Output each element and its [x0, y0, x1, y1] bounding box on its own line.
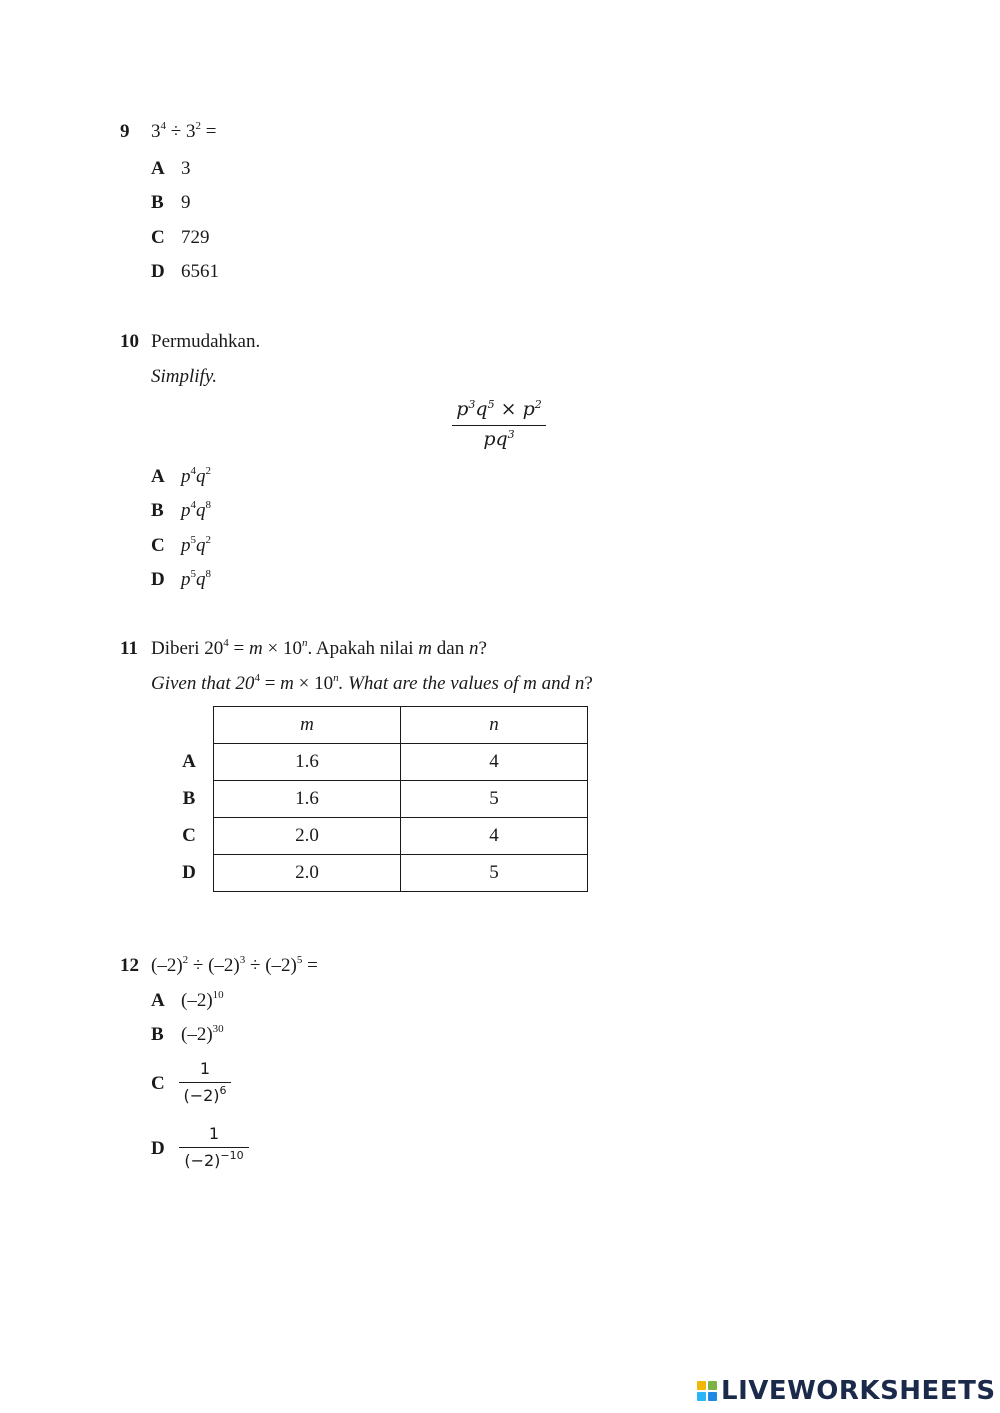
question-11-prompt-ms: [151, 638, 487, 660]
text: Diberi 20: [151, 638, 224, 659]
var-pq: pq: [483, 428, 508, 450]
expr-base: (–2): [265, 955, 297, 976]
expr-base: 3: [185, 121, 196, 142]
cell-m: 1.6: [214, 781, 401, 818]
exponent: 5: [190, 534, 196, 546]
question-11-prompt-en: [151, 673, 593, 695]
expr-equals: =: [200, 121, 217, 142]
expr-exponent: 2: [195, 120, 201, 132]
cell-n: 4: [401, 744, 588, 781]
option-letter: A: [151, 158, 165, 179]
option-letter: D: [151, 569, 165, 590]
var-n: n: [333, 672, 339, 684]
cell-m: 2.0: [214, 855, 401, 892]
fraction-bar: [452, 425, 546, 426]
q10-option-c[interactable]: [151, 535, 211, 557]
var-m: m: [249, 638, 263, 659]
option-letter: B: [151, 500, 164, 521]
expr-operator: ÷: [166, 121, 186, 142]
cell-m: 1.6: [214, 744, 401, 781]
cell-n: 4: [401, 818, 588, 855]
exponent: 2: [182, 954, 189, 966]
option-text: 3: [181, 158, 191, 179]
question-9-expression: [151, 121, 216, 143]
var-n: n: [468, 638, 479, 659]
exponent: 3: [468, 398, 476, 411]
fraction-denominator: [179, 1150, 249, 1174]
q10-option-b[interactable]: [151, 500, 211, 522]
q12-option-d-fraction[interactable]: [179, 1123, 249, 1174]
text: × 10: [262, 638, 302, 659]
question-11-number: 11: [120, 638, 138, 659]
var-p: p: [181, 569, 191, 590]
var-q: q: [475, 398, 488, 420]
logo-square: [708, 1381, 717, 1390]
option-letter: C: [151, 535, 165, 556]
logo-text: LIVEWORKSHEETS: [721, 1376, 996, 1406]
question-10-prompt-ms: Permudahkan.: [151, 331, 261, 352]
exponent: 4: [254, 672, 260, 684]
logo-grid-icon: [697, 1381, 717, 1401]
q9-option-d[interactable]: [151, 261, 219, 283]
expr-equals: =: [302, 955, 318, 976]
exponent: 5: [296, 954, 303, 966]
var-q: q: [196, 535, 206, 556]
q10-option-d[interactable]: [151, 569, 211, 591]
question-10-prompt-en: [151, 366, 217, 388]
question-10-fraction: [452, 398, 546, 453]
text: and: [536, 673, 575, 694]
fraction-bar: [179, 1082, 231, 1083]
text: =: [259, 673, 281, 694]
option-text: 729: [181, 227, 210, 248]
question-11-answer-table: [166, 706, 588, 892]
exponent: 8: [205, 568, 211, 580]
option-letter: D: [151, 261, 165, 282]
fraction-denominator: [179, 1085, 231, 1109]
cell-n: 5: [401, 781, 588, 818]
text: dan: [432, 638, 469, 659]
text: ?: [478, 638, 487, 659]
exponent: 5: [190, 568, 196, 580]
question-10-number: 10: [120, 331, 139, 352]
row-letter: B: [182, 788, 196, 809]
expr-base: (–2): [151, 955, 183, 976]
table-row[interactable]: [166, 781, 588, 818]
question-12-expression: [151, 955, 318, 977]
text: Given that 20: [151, 673, 255, 694]
expr-operator: ÷: [188, 955, 209, 976]
exponent: 4: [190, 499, 196, 511]
exponent: 8: [205, 499, 211, 511]
exponent: 2: [205, 465, 211, 477]
q12-option-b[interactable]: [151, 1024, 224, 1046]
q9-option-a[interactable]: [151, 158, 191, 180]
exponent: −10: [220, 1149, 244, 1162]
option-letter: A: [151, 466, 165, 487]
option-letter: B: [151, 1024, 164, 1045]
logo-square: [697, 1392, 706, 1401]
var-m: m: [523, 673, 537, 694]
expr-base: 3: [151, 121, 161, 142]
var-q: q: [196, 500, 206, 521]
table-corner: [166, 707, 214, 744]
fraction-denominator: [452, 428, 546, 453]
den-base: (−2): [183, 1086, 220, 1105]
question-12-number: 12: [120, 955, 139, 976]
header-text: m: [300, 714, 314, 735]
option-base: (–2): [181, 990, 213, 1011]
expr-exponent: 4: [160, 120, 166, 132]
var-p: p: [522, 398, 535, 420]
fraction-numerator: [452, 398, 546, 423]
column-header-m: [214, 707, 401, 744]
var-q: q: [196, 466, 206, 487]
var-m: m: [280, 673, 294, 694]
logo-square: [697, 1381, 706, 1390]
text: . What are the values of: [338, 673, 524, 694]
exponent: 10: [212, 989, 224, 1001]
exponent: 3: [507, 428, 515, 441]
row-letter: D: [182, 862, 196, 883]
expr-operator: ÷: [245, 955, 266, 976]
var-p: p: [456, 398, 469, 420]
fraction-numerator: 1: [208, 1124, 220, 1143]
text: =: [228, 638, 250, 659]
q10-option-a[interactable]: [151, 466, 211, 488]
q12-option-c-fraction[interactable]: [179, 1058, 231, 1109]
var-p: p: [181, 500, 191, 521]
table-header-row: [166, 707, 588, 744]
row-letter: A: [182, 751, 196, 772]
option-text: 6561: [181, 261, 219, 282]
var-m: m: [418, 638, 433, 659]
text: ?: [584, 673, 593, 694]
exponent: 2: [534, 398, 542, 411]
den-base: (−2): [184, 1151, 221, 1170]
fraction-bar: [179, 1147, 249, 1148]
liveworksheets-logo: [697, 1376, 996, 1406]
exponent: 2: [205, 534, 211, 546]
question-9-number: 9: [120, 121, 130, 142]
q9-option-c[interactable]: [151, 227, 210, 249]
var-p: p: [181, 535, 191, 556]
table-row[interactable]: [166, 818, 588, 855]
times-sign: ×: [494, 398, 523, 420]
exponent: 30: [212, 1023, 224, 1035]
exponent: 6: [219, 1084, 227, 1097]
option-letter: C: [151, 227, 165, 248]
option-letter: C: [151, 1073, 165, 1094]
cell-n: 5: [401, 855, 588, 892]
exponent: 5: [487, 398, 495, 411]
text: . Apakah nilai: [307, 638, 419, 659]
q12-option-a[interactable]: [151, 990, 224, 1012]
table-row[interactable]: [166, 744, 588, 781]
option-base: (–2): [181, 1024, 213, 1045]
exponent: 3: [239, 954, 246, 966]
cell-m: 2.0: [214, 818, 401, 855]
option-letter: D: [151, 1138, 165, 1159]
q9-option-b[interactable]: [151, 192, 191, 214]
option-letter: B: [151, 192, 164, 213]
fraction-numerator: 1: [199, 1059, 211, 1078]
q12-option-d-letter-row[interactable]: [151, 1138, 181, 1160]
var-q: q: [196, 569, 206, 590]
logo-square: [708, 1392, 717, 1401]
text: × 10: [293, 673, 334, 694]
exponent: 4: [223, 637, 229, 649]
option-letter: A: [151, 990, 165, 1011]
var-n: n: [574, 673, 585, 694]
header-text: n: [489, 714, 499, 735]
prompt-en-text: Simplify.: [151, 366, 217, 387]
column-header-n: [401, 707, 588, 744]
var-p: p: [181, 466, 191, 487]
option-text: 9: [181, 192, 191, 213]
table-row[interactable]: [166, 855, 588, 892]
exponent: 4: [190, 465, 196, 477]
expr-base: (–2): [208, 955, 240, 976]
q12-option-c-letter-row[interactable]: [151, 1073, 181, 1095]
row-letter: C: [182, 825, 196, 846]
var-n: n: [301, 637, 308, 649]
